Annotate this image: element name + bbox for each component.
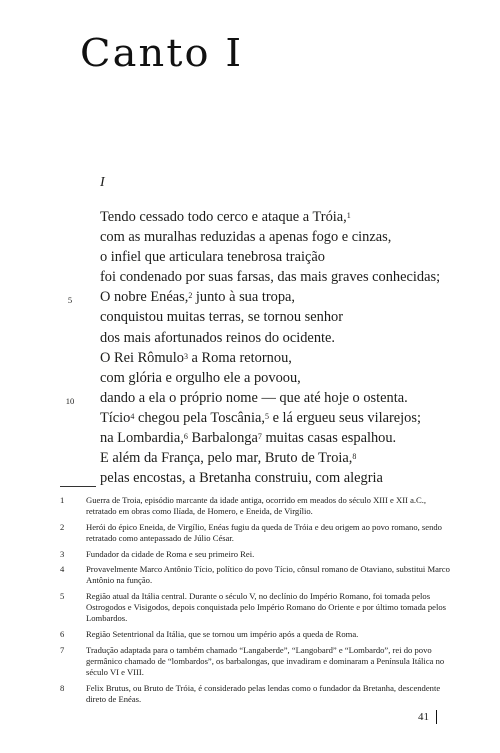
footnote-text: Guerra de Troia, episódio marcante da idade antiga, ocorrido em meados do século XIII e XII a.C., retratado em obras como Ilíada, de Homero, e Eneida, de Virgílio.: [86, 495, 427, 517]
footnote: [60, 549, 450, 560]
line-number: 10: [65, 395, 75, 406]
verse-line: foi condenado por suas farsas, das mais graves conhecidas;: [100, 269, 441, 286]
footnote-ref[interactable]: 6: [183, 432, 188, 442]
footnote-text: Herói do épico Eneida, de Virgílio, Enéas fugiu da queda de Tróia e deu origem ao povo romano, sendo retratado como antepassado de Júlio César.: [86, 521, 442, 543]
footnote-text: Tradução adaptada para o também chamado “Langaberde”, “Langobard” e “Lombardo”, rei do povo germânico chamado de “lombardos”, os barbalongas, que invadiram e dominaram a Península Itálica no século VI e VIII.: [86, 644, 445, 677]
footnote-number: 1: [60, 495, 65, 505]
footnote: [60, 683, 450, 705]
verse-line: dos mais afortunados reinos do ocidente.: [100, 329, 335, 346]
footnotes: [60, 495, 450, 709]
verse-line: Tício$^4$ chegou pela Toscânia,$^5$ e lá ergueu seus vilarejos;: [100, 409, 421, 426]
footnote-text: Fundador da cidade de Roma e seu primeiro Rei.: [86, 548, 255, 559]
verse-line: na Lombardia,$^6$ Barbalonga$^7$ muitas casas espalhou.: [100, 430, 397, 447]
footnote: [60, 591, 450, 625]
page-number-divider: [436, 710, 437, 724]
footnote-text: Região atual da Itália central. Durante o século V, no declínio do Império Romano, foi tomada pelos Ostrogodos e Visigodos, depois conquistada pelo Império Romano do Oriente e por último tomada pelos Lombardos.: [86, 590, 446, 624]
footnote-number: 2: [60, 521, 65, 532]
footnote-number: 8: [60, 682, 65, 693]
footnote-number: 7: [60, 644, 65, 655]
footnote-ref[interactable]: 7: [257, 432, 262, 442]
verse-line: Tendo cessado todo cerco e ataque a Tróia,$^1$: [100, 209, 351, 225]
poem: [65, 207, 480, 488]
footnote-ref[interactable]: 2: [188, 291, 193, 301]
footnote-number: 3: [60, 548, 65, 559]
footnote-text: Provavelmente Marco Antônio Tício, político do povo Tício, cônsul romano de Otaviano, substitui Marco Antônio na função.: [86, 564, 450, 586]
verse-line: com as muralhas reduzidas a apenas fogo e cinzas,: [100, 229, 392, 246]
footnote-text: Felix Brutus, ou Bruto de Tróia, é considerado pelas lendas como o fundador da Bretanha, descendente direto de Enéas.: [86, 682, 441, 704]
footnote: [60, 629, 450, 640]
footnote-ref[interactable]: 4: [130, 411, 135, 421]
footnote: [60, 645, 450, 679]
line-number: 5: [67, 295, 73, 306]
footnote-divider: [60, 486, 96, 487]
page-number: 41: [418, 711, 429, 723]
footnote: [60, 522, 450, 544]
footnote-ref[interactable]: 5: [264, 411, 269, 421]
verse-line: o infiel que articulara tenebrosa traição: [100, 249, 325, 266]
stanza-numeral: I: [100, 175, 105, 190]
verse-line: 10 dando a ela o próprio nome — que até hoje o ostenta.: [100, 388, 480, 408]
verse-line: conquistou muitas terras, se tornou senhor: [100, 309, 343, 326]
footnote: [60, 495, 450, 517]
verse-line: pelas encostas, a Bretanha construiu, com alegria: [100, 470, 383, 487]
footnote: [60, 564, 450, 586]
footnote-number: 5: [60, 590, 65, 601]
verse-line: E além da França, pelo mar, Bruto de Troia,$^8$: [100, 450, 357, 467]
footnote-ref[interactable]: 3: [183, 351, 188, 361]
footnote-text: Região Setentrional da Itália, que se tornou um império após a queda de Roma.: [86, 628, 359, 639]
footnote-ref[interactable]: 1: [346, 211, 351, 220]
verse-line: 5 O nobre Enéas,$^2$ junto à sua tropa,: [100, 287, 480, 307]
verse-line: O Rei Rômulo$^3$ a Roma retornou,: [100, 349, 292, 366]
canto-title: Canto I: [80, 31, 244, 75]
footnote-ref[interactable]: 8: [352, 452, 357, 462]
footnote-number: 4: [60, 564, 65, 575]
footnote-number: 6: [60, 628, 65, 639]
verse-line: com glória e orgulho ele a povoou,: [100, 369, 301, 386]
